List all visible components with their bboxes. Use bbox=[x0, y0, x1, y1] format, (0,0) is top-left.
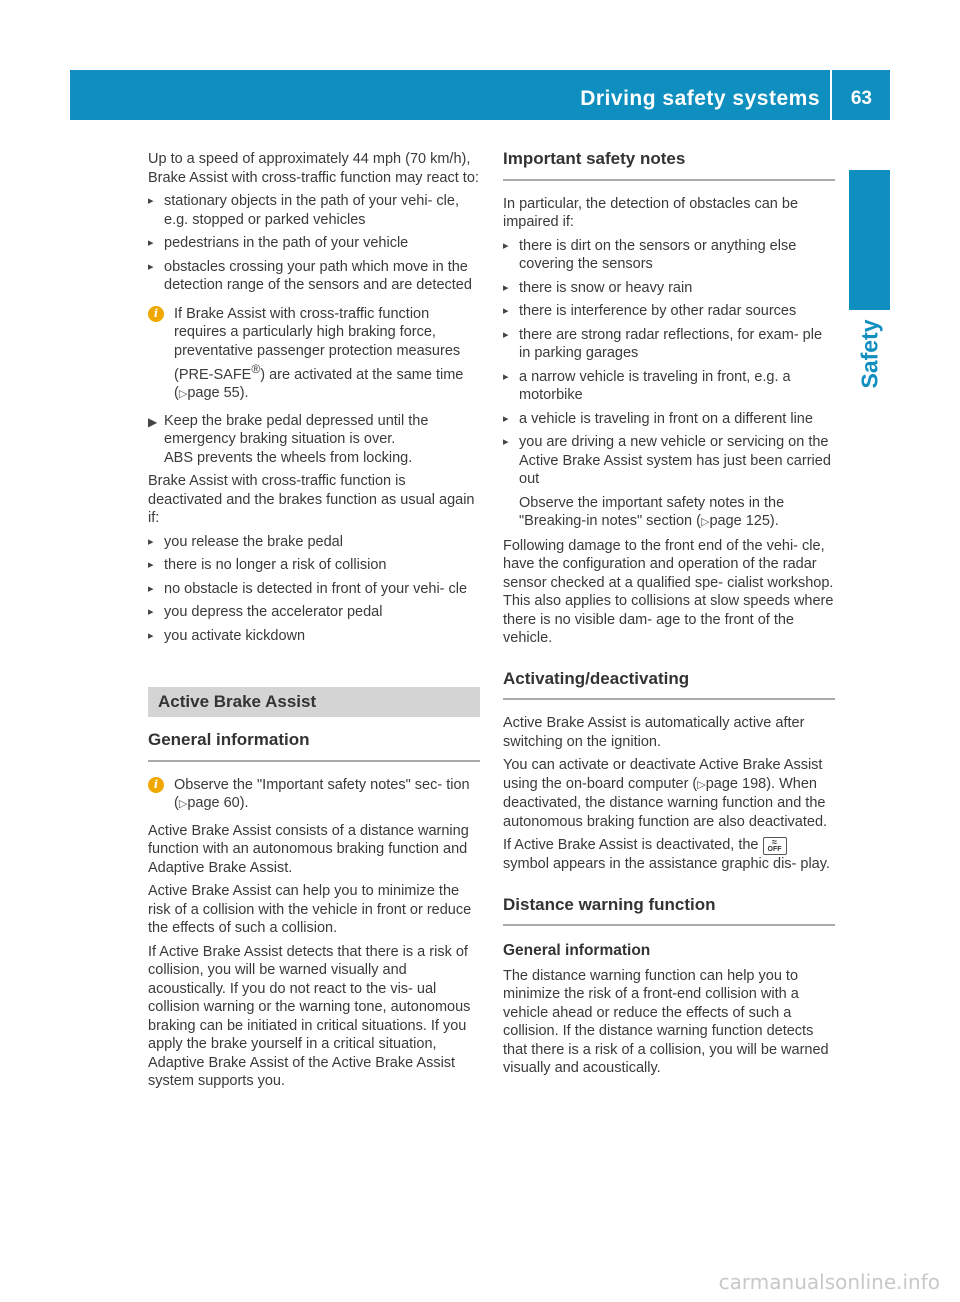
header-bar bbox=[70, 70, 890, 120]
section-banner-active-brake-assist: Active Brake Assist bbox=[148, 687, 480, 717]
list-item: ▸ stationary objects in the path of your vehi- cle, e.g. stopped or parked vehicles bbox=[148, 192, 480, 229]
page-ref-arrow-icon: ▷ bbox=[178, 388, 188, 401]
list-item: ▸ there are strong radar reflections, for exam- ple in parking garages bbox=[503, 326, 835, 363]
paragraph: Active Brake Assist is automatically active after switching on the ignition. bbox=[503, 715, 805, 750]
list-item: ▸ you release the brake pedal bbox=[148, 533, 480, 552]
list-item: ▸ there is no longer a risk of collision bbox=[148, 556, 480, 575]
list-item: ▸ obstacles crossing your path which move in the detection range of the sensors and are detected bbox=[148, 258, 480, 295]
page-ref-arrow-icon: ▷ bbox=[700, 516, 710, 528]
deactivation-intro: Brake Assist with cross-traffic function is deactivated and the brakes function as usual again if: bbox=[148, 473, 475, 527]
right-column bbox=[503, 150, 835, 1083]
page-number: 63 bbox=[850, 88, 872, 109]
page-reference-link[interactable]: page 198). When deactivated, the distance warning function and the autonomous braking function are also deactivated. bbox=[503, 775, 828, 830]
brake-assist-off-icon: ≈ OFF bbox=[763, 837, 787, 855]
instruction-step: ▶ Keep the brake pedal depressed until the emergency braking situation is over. ABS prevents the wheels from locking. bbox=[148, 412, 429, 466]
damage-paragraph: Following damage to the front end of the vehi- cle, have the configuration and operation of the radar sensor checked at a qualified spe- cialist workshop. This also applies to collisions at slow speeds where there is no visible dam- age to the front of the vehicle. bbox=[503, 537, 834, 646]
watermark: carmanualsonline.info bbox=[718, 1270, 940, 1294]
list-item: ▸ a narrow vehicle is traveling in front, e.g. a motorbike bbox=[503, 368, 835, 405]
info-note-safety: i Observe the "Important safety notes" sec- tion (▷page 60). bbox=[148, 776, 480, 814]
page-reference-link[interactable]: page 55). bbox=[187, 385, 249, 402]
list-item: ▸ a vehicle is traveling in front on a different line bbox=[503, 410, 835, 429]
paragraph: The distance warning function can help you to minimize the risk of a front-end collision with a vehicle ahead or reduce the effects of such a collision. If the distance warning function detects that there is a risk of a collision, you will be warned visually and acoustically. bbox=[503, 967, 829, 1076]
heading-distance-warning-function: Distance warning function bbox=[503, 896, 835, 927]
info-note-presafe: i If Brake Assist with cross-traffic function requires a particularly high braking force, preventative passenger protection measures (PRE-SAFE®) are activated at the same time (▷page 55). bbox=[148, 305, 480, 404]
safety-intro: In particular, the detection of obstacles can be impaired if: bbox=[503, 195, 799, 230]
paragraph: If Active Brake Assist is deactivated, the ≈ OFF symbol appears in the assistance graphic dis- play. bbox=[503, 837, 830, 872]
chapter-title: Driving safety systems bbox=[580, 87, 820, 110]
header-divider bbox=[830, 70, 832, 120]
page-reference-link[interactable]: page 125). bbox=[709, 513, 779, 529]
list-item: ▸ you activate kickdown bbox=[148, 627, 480, 646]
deactivation-list bbox=[148, 533, 480, 646]
left-column bbox=[148, 150, 480, 1096]
page-reference-link[interactable]: page 60). bbox=[187, 795, 249, 812]
info-icon: i bbox=[148, 777, 164, 793]
heading-activating-deactivating: Activating/deactivating bbox=[503, 670, 835, 701]
paragraph: Active Brake Assist consists of a distance warning function with an autonomous braking function and Adaptive Brake Assist. bbox=[148, 822, 469, 876]
list-item: ▸ you are driving a new vehicle or servicing on the Active Brake Assist system has just been carried out Observe the important safety notes in the "Breaking-in notes" section (▷page 125). bbox=[503, 433, 835, 532]
paragraph: You can activate or deactivate Active Brake Assist using the on-board computer (▷page 198). When deactivated, the distance warning function and the autonomous braking function are also deactivated. bbox=[503, 757, 828, 830]
list-item: ▸ pedestrians in the path of your vehicle bbox=[148, 234, 480, 253]
page-ref-arrow-icon: ▷ bbox=[697, 778, 706, 791]
paragraph: If Active Brake Assist detects that there is a risk of collision, you will be warned visually and acoustically. If you do not react to the vis- ual collision warning or the warning tone, autonomous braking can be initiated in critical situations. If you apply the brake yourself in a critical situation, Adaptive Brake Assist of the Active Brake Assist system supports you. bbox=[148, 943, 471, 1090]
side-tab-label: Safety bbox=[856, 319, 882, 389]
heading-important-safety-notes: Important safety notes bbox=[503, 150, 835, 181]
react-list bbox=[148, 192, 480, 295]
list-item: ▸ no obstacle is detected in front of your vehi- cle bbox=[148, 580, 480, 599]
step-arrow-icon: ▶ bbox=[148, 414, 158, 429]
list-item: ▸ there is dirt on the sensors or anything else covering the sensors bbox=[503, 237, 835, 274]
heading-general-information: General information bbox=[148, 731, 480, 762]
list-item: ▸ you depress the accelerator pedal bbox=[148, 603, 480, 622]
paragraph: Active Brake Assist can help you to minimize the risk of a collision with the vehicle in front or reduce the effects of such a collision. bbox=[148, 883, 472, 937]
intro-paragraph: Up to a speed of approximately 44 mph (70 km/h), Brake Assist with cross-traffic function may react to: bbox=[148, 151, 479, 186]
side-tab-marker bbox=[849, 170, 890, 310]
list-item: ▸ there is interference by other radar sources bbox=[503, 302, 835, 321]
list-item: ▸ there is snow or heavy rain bbox=[503, 279, 835, 298]
page-ref-arrow-icon: ▷ bbox=[178, 798, 188, 811]
subheading-general-information: General information bbox=[503, 942, 651, 959]
observe-note: Observe the important safety notes in the "Breaking-in notes" section (▷page 125). bbox=[519, 494, 785, 529]
info-icon: i bbox=[148, 306, 164, 322]
impairment-list bbox=[503, 237, 835, 532]
